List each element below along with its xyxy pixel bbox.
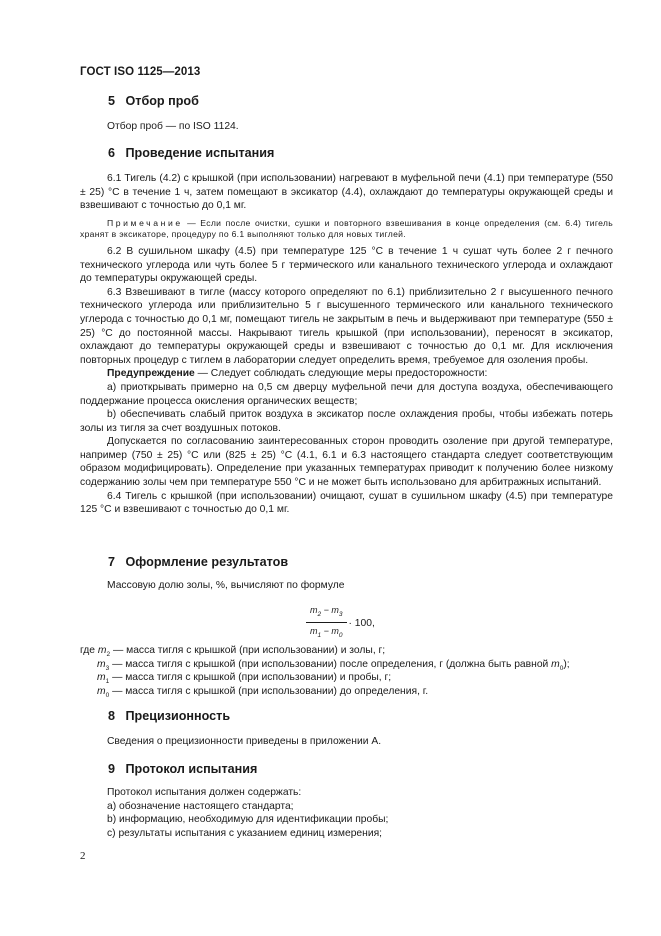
fraction [306,604,347,643]
legend-prefix: где [80,645,98,656]
note-text: — Если после очистки, сушки и повторного взвешивания в конце определения (см. 6.4) тигель хранят в эксикаторе, процедуру по 6.1 выполняют только для новых тиглей. [80,217,613,240]
legend-text: — масса тигля с крышкой (при использовании) и золы, г; [110,645,386,656]
protocol-intro: Протокол испытания должен содержать: [107,787,302,798]
paragraph-6-1: 6.1 Тигель (4.2) с крышкой (при использовании) нагревают в муфельной печи (4.1) при температуре (550 ± 25) °С в течение 1 ч, затем помещают в эксикатор (4.4), охлаждают до температуры окружающей среды и взвешивают с точностью до 0,1 мг. [80,173,613,212]
section-title: Проведение испытания [125,146,275,160]
var-m: m [310,605,318,615]
paragraph-6-3: 6.3 Взвешивают в тигле (массу которого определяют по 6.1) приблизительно 2 г высушенного печного технического углерода или приблизительно 5 г высушенного термического или канального технического углерода с точностью до 0,1 мг, помещают тигель не закрытым в печь и выдерживают при температуре (550 ± 25) °С до постоянной массы. Накрывают тигель крышкой (при использовании), переносят в эксикатор, охлаждают до температуры окружающей среды и взвешивают с точностью до 0,1 мг. Для исключения повторных процедур с тиглем в лаборатории следует определить время, требуемое для озоления пробы. [80,286,613,366]
section-8-text: Сведения о прецизионности приведены в приложении А. [107,736,382,747]
section-title: Отбор проб [125,94,199,108]
formula-intro: Массовую долю золы, %, вычисляют по формуле [107,580,345,591]
page-number: 2 [80,850,86,862]
section-number: 5 [108,94,116,108]
section-8-heading [108,710,230,724]
section-6-body [80,172,613,517]
legend-text: — масса тигля с крышкой (при использовании) и пробы, г; [109,672,392,684]
legend-symbol: m [97,672,106,684]
ash-formula [306,604,375,643]
section-number: 7 [108,555,116,569]
subscript: 0 [338,632,343,640]
fraction-denominator [306,623,347,642]
legend-symbol: m [97,658,106,670]
legend-symbol: m [97,685,106,697]
subscript: 1 [317,632,322,640]
note [80,218,613,241]
section-title: Прецизионность [125,709,231,723]
legend-text: — масса тигля с крышкой (при использовании) до определения, г. [109,685,429,697]
paragraph-6-4: 6.4 Тигель с крышкой (при использовании) очищают, сушат в сушильном шкафу (4.5) при температуре 125 °С и взвешивают с точностью до 0,1 мг. [80,490,613,516]
paragraph-6-2: 6.2 В сушильном шкафу (4.5) при температуре 125 °С в течение 1 ч сушат чуть более 2 г печного технического углерода или чуть более 5 г термического или канального технического углерода и охлаждают до температуры окружающей среды. [80,245,613,285]
section-5-text: Отбор проб — по ISO 1124. [107,121,239,132]
legend-symbol: m [551,658,560,670]
subscript: 0 [559,664,564,672]
subscript: 2 [106,651,111,659]
warning-item-a: a) приоткрывать примерно на 0,5 см дверцу муфельной печи для доступа воздуха, обеспечивающего поддержание процесса окисления органических веществ; [80,381,613,407]
subscript: 1 [105,678,110,686]
warning [80,367,613,381]
section-7-heading [108,556,288,570]
note-label: Примечание [107,217,183,228]
section-number: 6 [108,146,116,160]
var-m: m [310,626,318,637]
subscript: 0 [105,691,110,699]
subscript: 2 [317,610,322,618]
legend-row [80,685,640,699]
minus-sign: − [321,605,332,615]
legend-row [80,658,640,672]
section-9-heading [108,763,257,777]
section-5-heading [108,95,199,109]
legend-text: — масса тигля с крышкой (при использовании) после определения, г (должна быть равной [109,658,552,670]
section-title: Оформление результатов [125,555,289,569]
var-m: m [331,605,339,615]
document-header: ГОСТ ISO 1125—2013 [80,66,201,78]
formula-legend [80,644,640,698]
formula-multiplier: · 100, [348,617,375,629]
var-m: m [331,626,339,637]
fraction-numerator [306,604,347,623]
subscript: 3 [338,610,343,618]
list-item: b) информацию, необходимую для идентификации пробы; [107,814,389,826]
list-item: c) результаты испытания с указанием единиц измерения; [107,827,383,839]
legend-text: ); [563,658,570,670]
section-number: 8 [108,709,116,723]
list-item: а) обозначение настоящего стандарта; [107,800,294,812]
warning-item-b: b) обеспечивать слабый приток воздуха в эксикатор после охлаждения пробы, чтобы избежать потерь золы из тигля за счет воздушных потоков. [80,409,613,434]
warning-text: — Следует соблюдать следующие меры предосторожности: [194,368,488,380]
subscript: 3 [105,664,110,672]
warning-label: Предупреждение [107,368,195,380]
minus-sign: − [321,626,332,637]
paragraph-alt-temperature: Допускается по согласованию заинтересованных сторон проводить озоление при другой температуре, например (750 ± 25) °С или (825 ± 25) °С (4.1, 6.1 и 6.3 настоящего стандарта следует соответствующим образом модифицировать). Определение при указанных температурах приводит к получению более низкому содержанию золы чем при температуре 550 °С и не может быть использовано для арбитражных испытаний. [80,436,613,489]
legend-symbol: m [97,645,107,656]
legend-row [80,644,640,658]
section-6-heading [108,147,274,161]
section-number: 9 [108,762,116,776]
legend-row [80,671,640,685]
section-title: Протокол испытания [125,762,258,776]
section-9-body [80,786,613,840]
